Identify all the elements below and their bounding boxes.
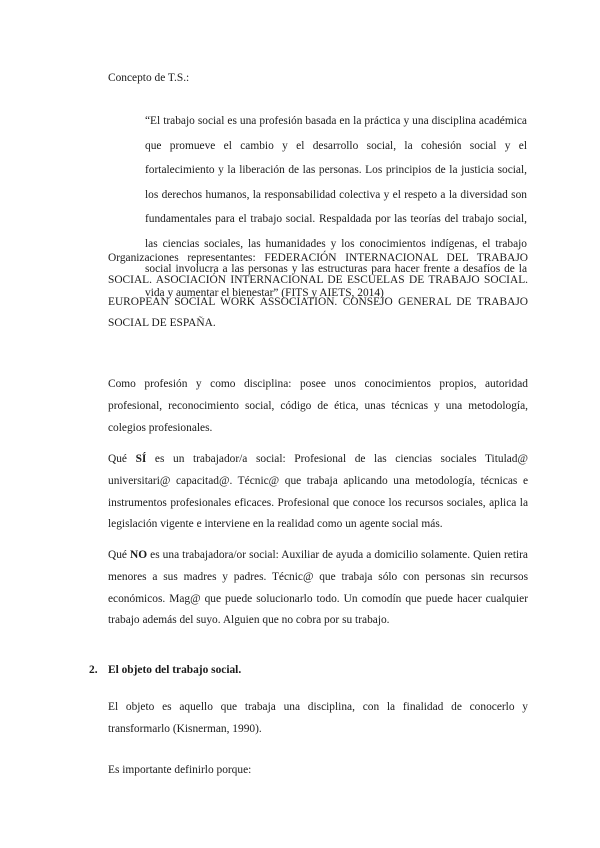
organizations-paragraph: Organizaciones representantes: FEDERACIÓN INTERNACIONAL DEL TRABAJO SOCIAL. ASOCIACIÓN INTERNACIONAL DE ESCUELAS DE TRABAJO SOCIAL. EUROPEAN SOCIAL WORK ASSOCIATION. CONSEJO GENERAL DE TRABAJO SOCIAL DE ESPAÑA. [108, 252, 528, 330]
is-social-worker-paragraph [108, 449, 528, 536]
section-2-title: El objeto del trabajo social. [108, 664, 242, 676]
section-2-number: 2. [89, 664, 98, 676]
is-worker-text: es un trabajador/a social: Profesional de las ciencias sociales Titulad@ universitari@ capacitad@. Técnic@ que trabaja aplicando una metodología, técnicas e instrumentos profesionales eficaces. Profesional que conoce los recursos sociales, aplica la legislación vigente e interviene en la realidad como un agente social más. [108, 453, 528, 531]
important-line: Es importante definirlo porque: [108, 764, 252, 776]
section-2-heading [89, 664, 241, 676]
profession-paragraph: Como profesión y como disciplina: posee unos conocimientos propios, autoridad profesional, reconocimiento social, código de ética, unas técnicas y una metodología, colegios profesionales. [108, 378, 528, 434]
is-not-worker-emphasis: NO [130, 549, 148, 561]
is-worker-emphasis: SÍ [135, 453, 147, 465]
is-worker-prefix: Qué [108, 453, 136, 465]
is-not-worker-prefix: Qué [108, 549, 131, 561]
is-not-worker-text: es una trabajadora/or social: Auxiliar de ayuda a domicilio solamente. Quien retira menores a sus madres y padres. Técnic@ que trabaja sólo con personas sin recursos económicos. Mag@ que puede solucionarlo todo. Un comodín que puede hacer cualquier trabajo además del suyo. Alguien que no cobra por su trabajo. [108, 549, 528, 627]
concept-heading: Concepto de T.S.: [108, 72, 190, 84]
is-not-social-worker-paragraph [108, 545, 528, 632]
ts-definition-quote: “El trabajo social es una profesión basada en la práctica y una disciplina académica que promueve el cambio y el desarrollo social, la cohesión social y el fortalecimiento y la liberación de las personas. Los principios de la justicia social, los derechos humanos, la responsabilidad colectiva y el respeto a la diversidad son fundamentales para el trabajo social. Respaldada por las teorías del trabajo social, las ciencias sociales, las humanidades y los conocimientos indígenas, el trabajo social involucra a las personas y las estructuras para hacer frente a desafíos de la vida y aumentar el bienestar” (FITS y AIETS, 2014) [145, 115, 527, 300]
object-definition-paragraph: El objeto es aquello que trabaja una disciplina, con la finalidad de conocerlo y transformarlo (Kisnerman, 1990). [108, 701, 528, 735]
